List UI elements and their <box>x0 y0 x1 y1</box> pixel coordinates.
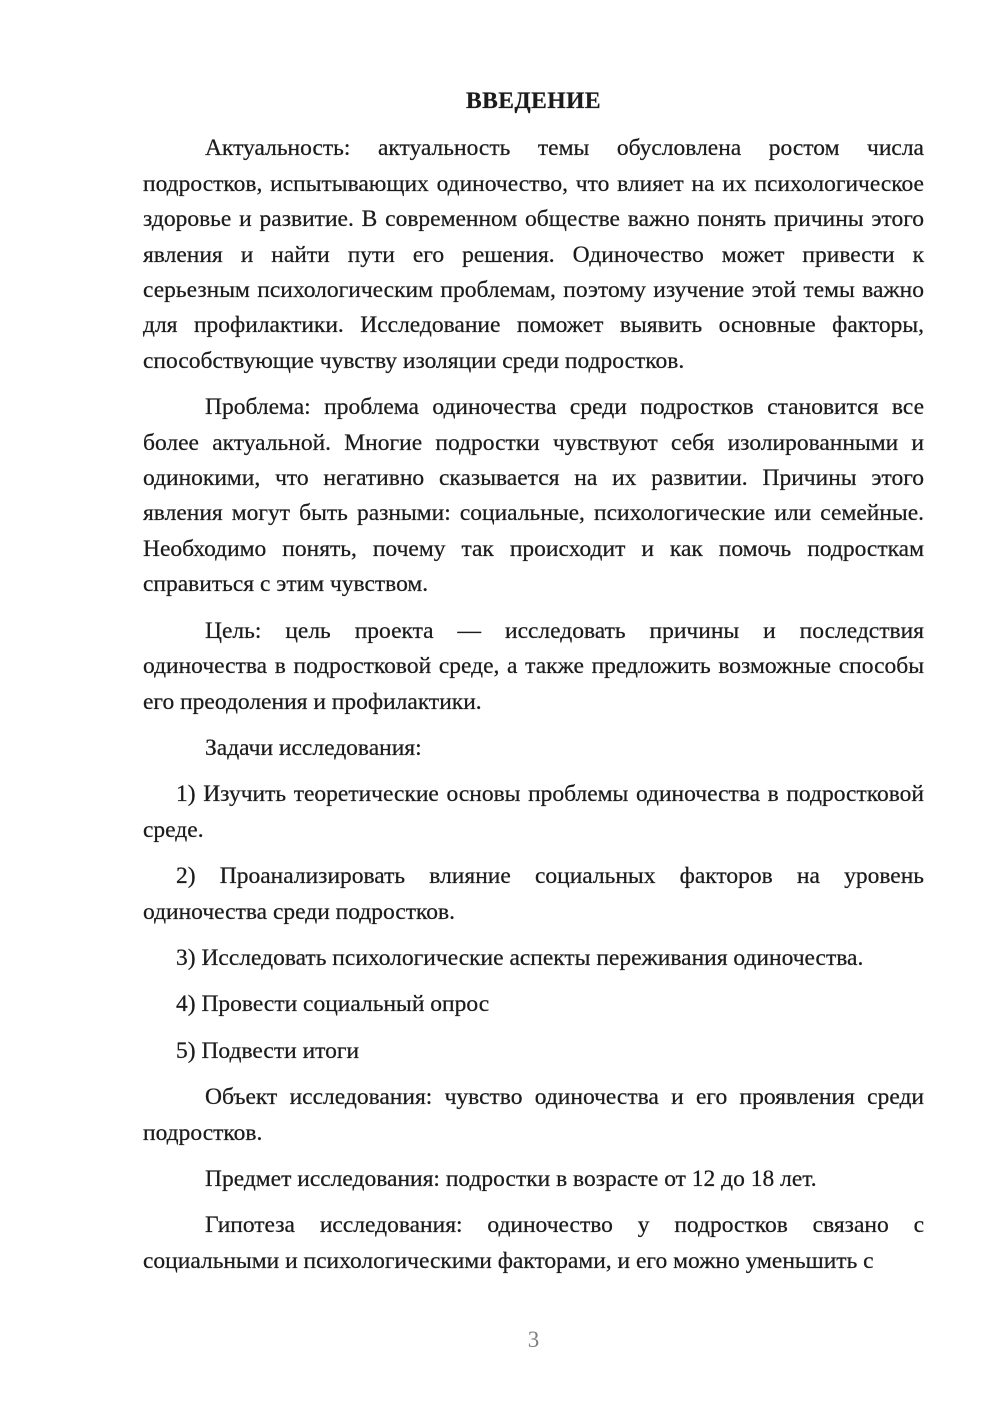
section-heading: ВВЕДЕНИЕ <box>465 88 602 114</box>
document-body <box>143 131 924 1279</box>
paragraph: Предмет исследования: подростки в возрасте от 12 до 18 лет. <box>205 1165 817 1192</box>
task-list-item: 1) Изучить теоретические основы проблемы одиночества в подростковой среде. <box>143 781 924 843</box>
task-list-item: 4) Провести социальный опрос <box>176 991 490 1018</box>
paragraph: Цель: цель проекта — исследовать причины и последствия одиночества в подростковой среде, а также предложить возможные способы его преодоления и профилактики. <box>143 617 924 715</box>
paragraph: Проблема: проблема одиночества среди подростков становится все более актуальной. Многие подростки чувствуют себя изолированными и одинокими, что негативно сказывается на их развитии. Причины этого явления могут быть разными: социальные, психологические или семейные. Необходимо понять, почему так происходит и как помочь подросткам справиться с этим чувством. <box>143 394 924 598</box>
paragraph: Актуальность: актуальность темы обусловлена ростом числа подростков, испытывающих одиночество, что влияет на их психологическое здоровье и развитие. В современном обществе важно понять причины этого явления и найти пути его решения. Одиночество может привести к серьезным психологическим проблемам, поэтому изучение этой темы важно для профилактики. Исследование поможет выявить основные факторы, способствующие чувству изоляции среди подростков. <box>143 135 924 374</box>
task-list-item: 5) Подвести итоги <box>176 1037 360 1064</box>
task-list-item: 3) Исследовать психологические аспекты переживания одиночества. <box>176 944 864 971</box>
paragraph: Гипотеза исследования: одиночество у подростков связано с социальными и психологическими факторами, и его можно уменьшить с <box>143 1212 924 1274</box>
paragraph: Объект исследования: чувство одиночества и его проявления среди подростков. <box>143 1084 924 1146</box>
paragraph: Задачи исследования: <box>205 734 422 761</box>
task-list-item: 2) Проанализировать влияние социальных факторов на уровень одиночества среди подростков. <box>143 863 924 925</box>
page-number: 3 <box>527 1327 540 1352</box>
